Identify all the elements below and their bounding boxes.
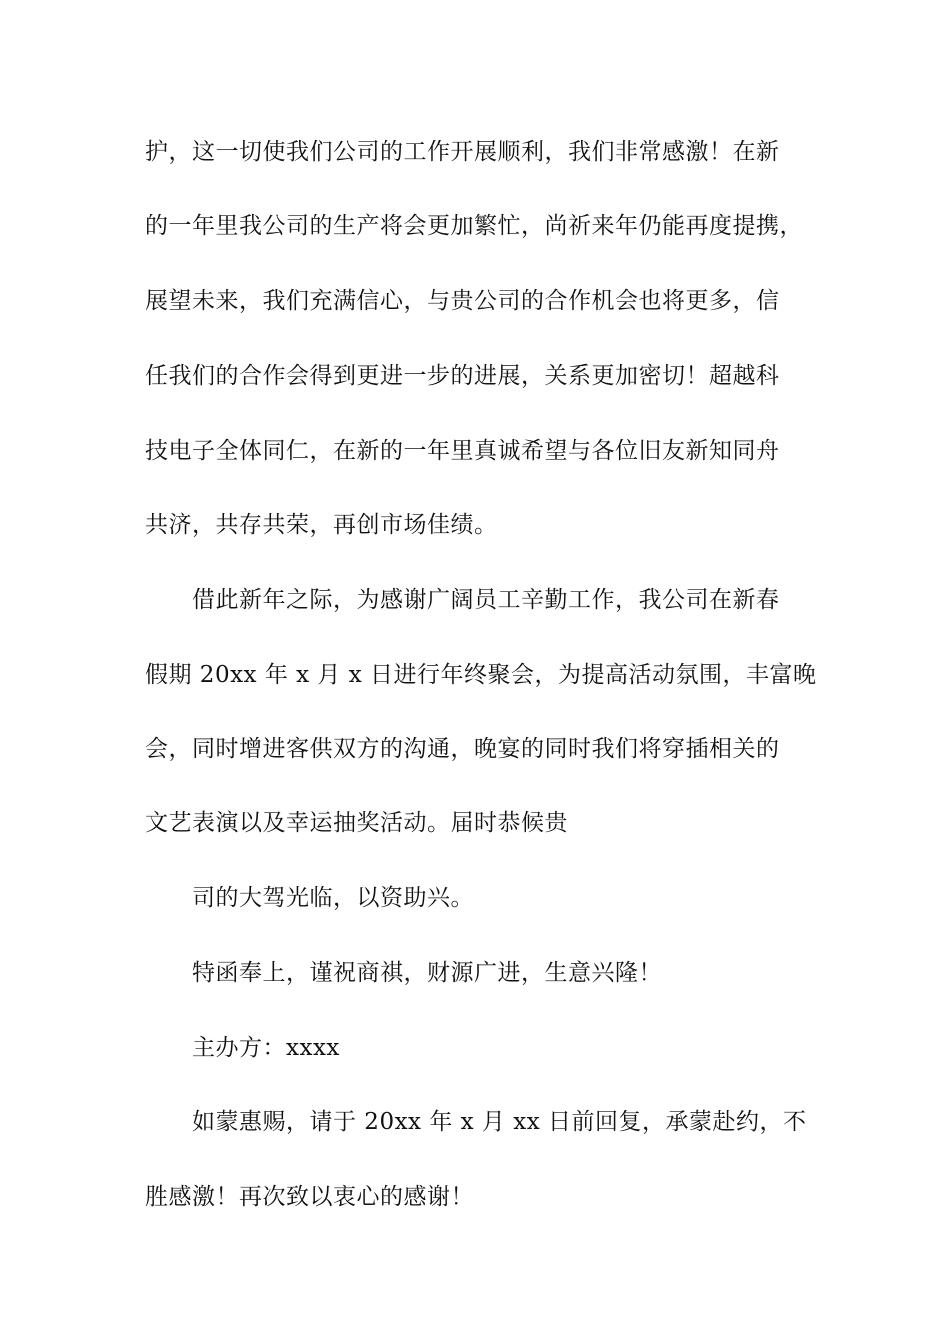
text-line: 展望未来，我们充满信心，与贵公司的合作机会也将更多，信 (145, 288, 780, 314)
text-line: 技电子全体同仁，在新的一年里真诚希望与各位旧友新知同舟 (145, 438, 780, 464)
text-line: 假期 20xx 年 x 月 x 日进行年终聚会，为提高活动氛围，丰富晚 (145, 662, 817, 688)
text-line: 借此新年之际，为感谢广阔员工辛勤工作，我公司在新春 (192, 587, 780, 613)
text-line: 的一年里我公司的生产将会更加繁忙，尚祈来年仍能再度提携， (145, 213, 803, 239)
text-line: 主办方：xxxx (192, 1035, 340, 1061)
text-line: 任我们的合作会得到更进一步的进展，关系更加密切！超越科 (145, 363, 780, 389)
text-line: 特函奉上，谨祝商祺，财源广进，生意兴隆！ (192, 960, 662, 986)
text-line: 共济，共存共荣，再创市场佳绩。 (145, 512, 498, 538)
text-line: 司的大驾光临，以资助兴。 (192, 885, 474, 911)
text-line: 胜感激！再次致以衷心的感谢！ (145, 1184, 474, 1210)
text-line: 护，这一切使我们公司的工作开展顺利，我们非常感激！在新 (145, 139, 780, 165)
text-line: 如蒙惠赐，请于 20xx 年 x 月 xx 日前回复，承蒙赴约，不 (192, 1109, 807, 1135)
text-line: 会，同时增进客供双方的沟通，晚宴的同时我们将穿插相关的 (145, 736, 780, 762)
text-line: 文艺表演以及幸运抽奖活动。届时恭候贵 (145, 810, 568, 836)
